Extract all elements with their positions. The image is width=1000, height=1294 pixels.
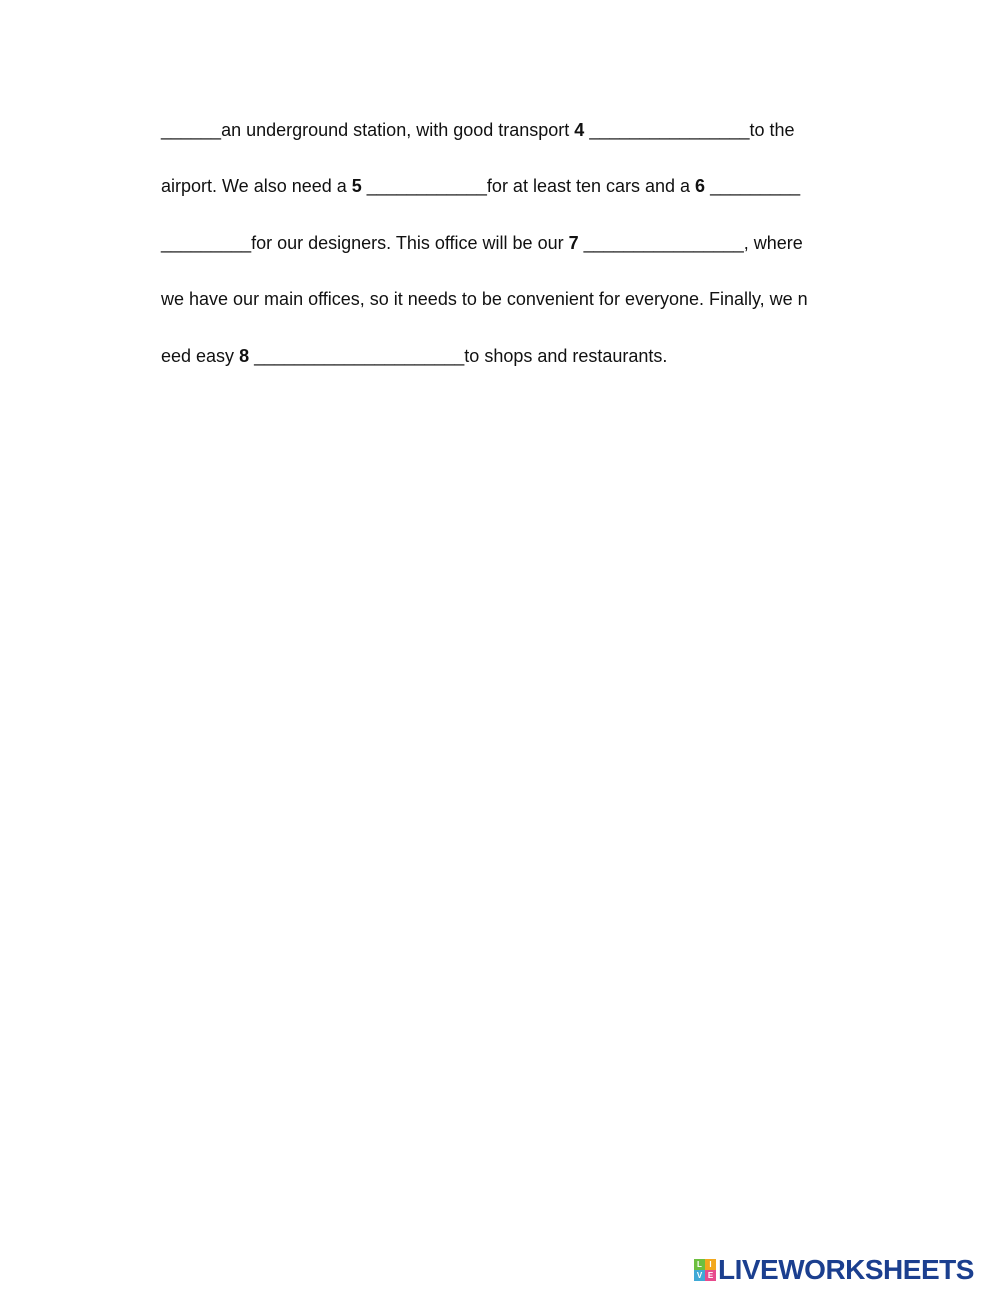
logo-icon xyxy=(694,1259,716,1281)
text-line-1: ______an underground station, with good transport 4 ________________to the xyxy=(161,120,795,140)
text-line-4: we have our main offices, so it needs to be convenient for everyone. Finally, we n xyxy=(161,289,808,309)
logo-text: LIVEWORKSHEETS xyxy=(718,1254,974,1285)
question-number-7: 7 xyxy=(568,233,579,253)
logo-letter-e: E xyxy=(705,1270,716,1281)
question-number-5: 5 xyxy=(351,176,362,196)
question-number-6: 6 xyxy=(695,176,706,196)
question-number-4: 4 xyxy=(574,120,585,140)
liveworksheets-logo xyxy=(694,1254,974,1285)
question-number-8: 8 xyxy=(239,346,250,366)
text-line-2: airport. We also need a 5 ____________for at least ten cars and a 6 _________ xyxy=(161,176,801,196)
logo-letter-v: V xyxy=(694,1270,705,1281)
logo-letter-l: L xyxy=(694,1259,705,1270)
logo-letter-i: I xyxy=(705,1259,716,1270)
text-line-3: _________for our designers. This office will be our 7 ________________, where xyxy=(161,233,803,253)
text-line-5: eed easy 8 _____________________to shops and restaurants. xyxy=(161,346,668,366)
